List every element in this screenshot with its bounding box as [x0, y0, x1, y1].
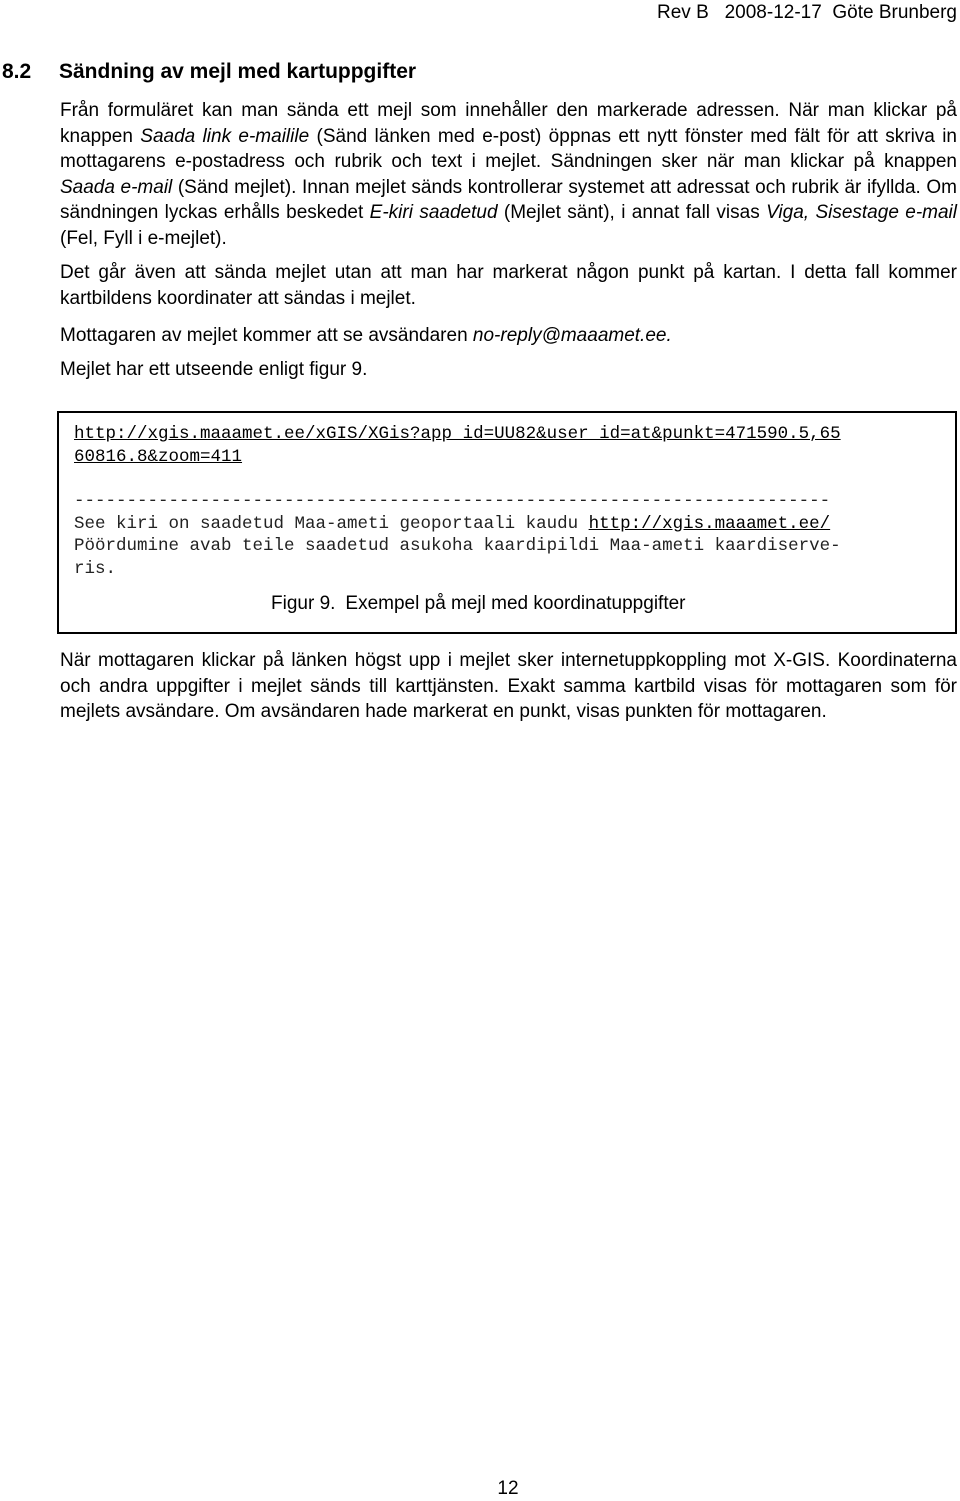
intro-text-1: Från formuläret kan man sända ett mejl som innehåller den markerade adressen. När man klickar på knappen	[60, 100, 957, 147]
intro-text-4: (Mejlet sänt), i annat fall visas	[497, 202, 767, 223]
author: Göte Brunberg	[832, 2, 957, 23]
section-title: Sändning av mejl med kartuppgifter	[59, 60, 417, 83]
paragraph-no-point-text: Det går även att sända mejlet utan att man har markerat någon punkt på kartan. I detta fall kommer kartbildens koordinater att sändas i mejlet.	[60, 262, 957, 309]
email-body-line-1-text: See kiri on saadetud Maa-ameti geoportaali kaudu	[74, 513, 589, 534]
after-figure-text: När mottagaren klickar på länken högst upp i mejlet sker internetuppkoppling mot X-GIS. Koordinaterna och andra uppgifter i mejlet sänds till karttjänsten. Exakt samma kartbild visas för mottagaren som för mejlets avsändare. Om avsändaren hade markerat en punkt, visas punkten för mottagaren.	[60, 650, 957, 722]
caption-text: Exempel på mejl med koordinatuppgifter	[345, 593, 686, 614]
map-link-line-1[interactable]: http://xgis.maaamet.ee/xGIS/XGis?app_id=UU82&user_id=at&punkt=471590.5,65	[74, 424, 841, 444]
email-body-line-1	[74, 513, 944, 536]
revision-date: 2008-12-17	[724, 2, 822, 23]
paragraph-figure-ref	[60, 357, 957, 383]
sender-address: no-reply@maaamet.ee.	[472, 325, 672, 346]
paragraph-no-point	[60, 260, 957, 311]
intro-text-2: (Sänd länken med e-post) öppnas ett nytt fönster med fält för att skriva in mottagarens e-postadress och rubrik och text i mejlet. Sändningen sker när man klickar på knappen	[60, 125, 957, 172]
intro-paragraph	[60, 98, 957, 251]
paragraph-after-figure	[60, 648, 957, 725]
map-link-line-2[interactable]: 60816.8&zoom=411	[74, 446, 243, 467]
revision: Rev B	[657, 2, 709, 23]
email-map-link[interactable]	[74, 423, 944, 468]
caption-label: Figur 9.	[271, 593, 336, 614]
geoportal-link[interactable]: http://xgis.maaamet.ee/	[588, 513, 831, 534]
button-name-send-link: Saada link e-mailile	[140, 125, 310, 147]
section-heading	[2, 60, 416, 84]
page-number: 12	[497, 1478, 519, 1499]
email-body	[74, 490, 944, 580]
email-separator: ------------------------------------------------------------------------	[74, 491, 831, 511]
email-body-line-2: Pöördumine avab teile saadetud asukoha kaardipildi Maa-ameti kaardiserve-	[74, 536, 841, 556]
figure-ref-text: Mejlet har ett utseende enligt figur 9.	[60, 359, 368, 380]
email-figure	[57, 411, 957, 634]
figure-caption	[59, 593, 955, 615]
success-message: E-kiri saadetud	[369, 202, 498, 223]
error-message: Viga, Sisestage e-mail	[766, 202, 957, 223]
intro-text-5: (Fel, Fyll i e-mejlet).	[60, 227, 227, 249]
sender-text: Mottagaren av mejlet kommer att se avsändaren	[60, 325, 473, 346]
paragraph-sender	[60, 323, 957, 349]
intro-text-3: (Sänd mejlet). Innan mejlet sänds kontrollerar systemet att adressat och rubrik är ifyllda. Om sändningen lyckas erhålls beskedet	[60, 176, 957, 223]
section-number: 8.2	[2, 60, 32, 83]
email-body-line-3: ris.	[74, 558, 117, 579]
button-name-send-email: Saada e-mail	[60, 176, 173, 198]
page-header	[657, 2, 957, 24]
